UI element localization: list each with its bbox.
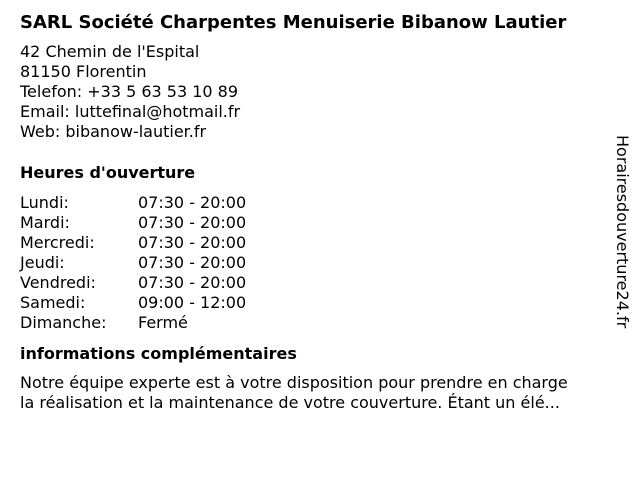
hours-row-mercredi: [20, 233, 610, 253]
hours-time: 07:30 - 20:00: [138, 273, 247, 292]
hours-day: Mardi:: [20, 213, 70, 232]
hours-row-lundi: [20, 193, 610, 213]
hours-row-jeudi: [20, 253, 610, 273]
hours-heading: Heures d'ouverture: [20, 163, 196, 182]
business-card: [20, 10, 610, 413]
hours-day: Dimanche:: [20, 313, 107, 332]
hours-time: 07:30 - 20:00: [138, 193, 247, 212]
hours-row-dimanche: [20, 313, 610, 333]
hours-day: Vendredi:: [20, 273, 96, 292]
hours-time: 07:30 - 20:00: [138, 253, 247, 272]
city-postcode: 81150 Florentin: [20, 62, 147, 81]
hours-day: Lundi:: [20, 193, 69, 212]
contact-block: [20, 42, 610, 142]
info-line: Notre équipe experte est à votre disposition pour prendre en charge: [20, 373, 568, 392]
hours-day: Mercredi:: [20, 233, 95, 252]
business-name: SARL Société Charpentes Menuiserie Bibanow Lautier: [20, 12, 567, 33]
info-line: la réalisation et la maintenance de votre couverture. Étant un élé...: [20, 393, 560, 412]
street-address: 42 Chemin de l'Espital: [20, 42, 200, 61]
hours-row-vendredi: [20, 273, 610, 293]
hours-day: Samedi:: [20, 293, 86, 312]
hours-time: Fermé: [138, 313, 188, 332]
hours-time: 07:30 - 20:00: [138, 233, 247, 252]
website: Web: bibanow-lautier.fr: [20, 122, 207, 141]
hours-time: 07:30 - 20:00: [138, 213, 247, 232]
phone-number: Telefon: +33 5 63 53 10 89: [20, 82, 239, 101]
email-address: Email: luttefinal@hotmail.fr: [20, 102, 241, 121]
info-description: [20, 373, 610, 413]
info-heading: informations complémentaires: [20, 344, 297, 363]
site-watermark: Horairesdouverture24.fr: [613, 135, 632, 329]
hours-row-mardi: [20, 213, 610, 233]
hours-day: Jeudi:: [20, 253, 65, 272]
hours-row-samedi: [20, 293, 610, 313]
opening-hours-table: [20, 193, 610, 333]
hours-time: 09:00 - 12:00: [138, 293, 247, 312]
